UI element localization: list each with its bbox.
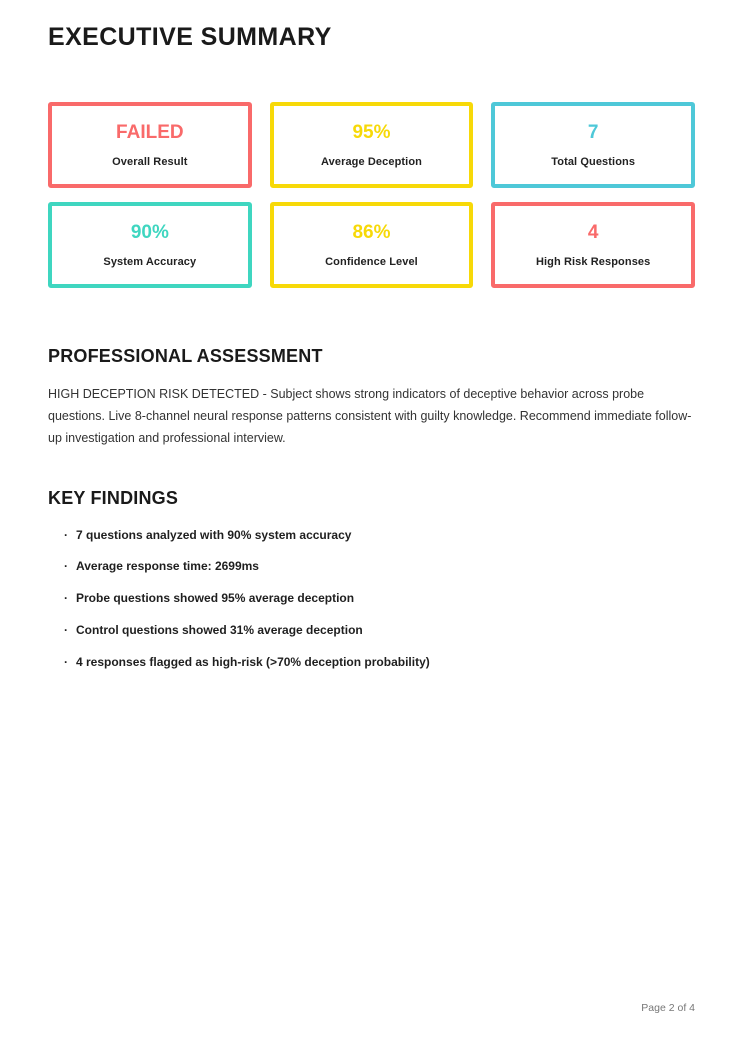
list-item [64, 527, 695, 544]
metric-value: 86% [352, 221, 391, 243]
metric-value: FAILED [116, 121, 184, 143]
list-item-text: 7 questions analyzed with 90% system accuracy [76, 527, 352, 542]
bullet-marker: · [64, 527, 68, 542]
metric-value: 95% [352, 121, 391, 143]
findings-heading: KEY FINDINGS [48, 487, 179, 508]
metric-label: High Risk Responses [535, 255, 651, 268]
bullet-marker: · [64, 559, 68, 574]
assessment-heading: PROFESSIONAL ASSESSMENT [48, 346, 323, 366]
list-item [64, 590, 695, 607]
list-item-text: Control questions showed 31% average deception [76, 623, 363, 638]
bullet-marker: · [64, 654, 68, 669]
metric-card-total-questions [491, 102, 695, 188]
metric-label: Average Deception [321, 155, 422, 168]
bullet-marker: · [64, 591, 68, 606]
list-item [64, 654, 695, 671]
metric-card-high-risk-responses [491, 202, 695, 288]
metric-card-overall-result [48, 102, 252, 188]
assessment-body: HIGH DECEPTION RISK DETECTED - Subject shows strong indicators of deceptive behavior across probe questions. Live 8-channel neural response patterns consistent with guilty knowledge. Recommend immediate follow-up investigation and professional interview. [48, 387, 692, 445]
metric-card-system-accuracy [48, 202, 252, 288]
list-item [64, 558, 695, 575]
metric-card-confidence-level [270, 202, 474, 288]
list-item [64, 622, 695, 639]
metric-label: System Accuracy [103, 255, 197, 268]
metric-label: Overall Result [112, 155, 188, 168]
page-title: EXECUTIVE SUMMARY [48, 23, 332, 51]
list-item-text: 4 responses flagged as high-risk (>70% deception probability) [76, 654, 430, 669]
metric-value: 4 [587, 221, 599, 243]
bullet-marker: · [64, 623, 68, 638]
list-item-text: Average response time: 2699ms [76, 559, 259, 574]
page-footer: Page 2 of 4 [641, 1002, 695, 1014]
metric-card-grid [48, 102, 695, 288]
metric-label: Confidence Level [325, 255, 418, 268]
metric-card-average-deception [270, 102, 474, 188]
list-item-text: Probe questions showed 95% average deception [76, 591, 355, 606]
metric-value: 7 [587, 121, 599, 143]
key-findings-list [48, 527, 695, 671]
metric-label: Total Questions [551, 155, 636, 168]
metric-value: 90% [130, 221, 169, 243]
